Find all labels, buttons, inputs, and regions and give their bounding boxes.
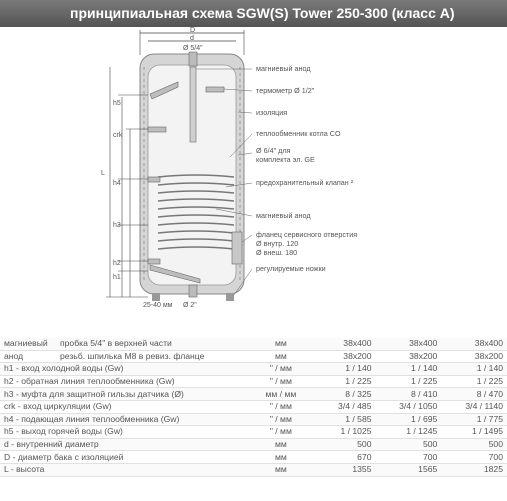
callout-service-flange: фланец сервисного отверстия [256, 230, 358, 239]
row-name: h3 - муфта для защитной гильзы датчика (Ø) [0, 388, 251, 401]
row-value: 1 / 140 [441, 363, 507, 376]
row-name: h4 - подающая линия теплообменника (Gw) [0, 413, 251, 426]
table-row [0, 338, 507, 350]
dim-L: L [101, 170, 105, 177]
table-row [0, 426, 507, 439]
thermometer [206, 87, 224, 92]
row-value: 1 / 585 [310, 413, 375, 426]
dim-d: d [190, 35, 194, 42]
row-name: D - диаметр бака с изоляцией [0, 451, 251, 464]
row-value: 3/4 / 485 [310, 400, 375, 413]
leg-left [152, 293, 160, 301]
callout-electric-kit-1: Ø 6/4" для [256, 146, 291, 155]
title-bar [0, 0, 507, 27]
dim-top-connection: Ø 5/4" [183, 45, 203, 52]
row-value: 1 / 225 [441, 375, 507, 388]
row-value: 670 [310, 451, 375, 464]
row-value: 8 / 470 [441, 388, 507, 401]
row-unit: мм [251, 463, 310, 476]
callout-flange-inner: Ø внутр. 120 [256, 239, 299, 248]
table-row [0, 463, 507, 476]
table-row [0, 350, 507, 363]
dim-D: D [190, 27, 196, 34]
table-row [0, 451, 507, 464]
diagram-title: принципиальная схема SGW(S) Tower 250-300 (класс А) [70, 5, 455, 21]
row-value: 1 / 1025 [310, 426, 375, 439]
callout-electric-kit-2: комплекта эл. GE [256, 155, 315, 164]
row-unit: " / мм [251, 375, 310, 388]
dim-h3: h3 [113, 222, 121, 229]
row-value: 1 / 225 [376, 375, 442, 388]
table-row [0, 400, 507, 413]
row-value: 38x400 [310, 338, 375, 350]
row-subname: пробка 5/4" в верхней части [60, 338, 172, 349]
row-value: 8 / 410 [376, 388, 442, 401]
row-value: 1 / 1495 [441, 426, 507, 439]
magnesium-anode-top [190, 67, 196, 142]
table-row [0, 438, 507, 451]
row-unit: мм [251, 338, 310, 350]
row-unit: мм [251, 451, 310, 464]
row-value: 8 / 325 [310, 388, 375, 401]
row-value: 1 / 695 [376, 413, 442, 426]
leg-right [226, 293, 234, 301]
row-name: анод [4, 350, 24, 361]
callout-anode-top: магниевый анод [256, 64, 311, 73]
row-unit: мм / мм [251, 388, 310, 401]
row-unit: мм [251, 438, 310, 451]
specs-table [0, 338, 507, 477]
dim-crk: crk [113, 132, 123, 139]
row-value: 1355 [310, 463, 375, 476]
callout-anode-flange: магниевый анод [256, 211, 311, 220]
dim-h5: h5 [113, 100, 121, 107]
row-value: 1 / 775 [441, 413, 507, 426]
table-row [0, 413, 507, 426]
dim-h1: h1 [113, 274, 121, 281]
row-unit: мм [251, 350, 310, 363]
row-name: L - высота [0, 463, 251, 476]
dim-h2: h2 [113, 260, 121, 267]
row-value: 38x400 [376, 338, 442, 350]
callout-heat-exchanger: теплообменник котла CO [256, 129, 341, 138]
row-value: 38x200 [376, 350, 442, 363]
row-name: магниевый [4, 338, 48, 349]
row-value: 38x200 [310, 350, 375, 363]
service-flange [232, 232, 242, 264]
row-name: crk - вход циркуляции (Gw) [0, 400, 251, 413]
row-value: 38x400 [441, 338, 507, 350]
row-value: 700 [441, 451, 507, 464]
coil-return-pipe [148, 259, 160, 264]
row-name: h2 - обратная линия теплообменника (Gw) [0, 375, 251, 388]
coil-supply-pipe [148, 177, 160, 182]
row-name: h5 - выход горячей воды (Gw) [0, 426, 251, 439]
dim-h4: h4 [113, 180, 121, 187]
circulation-pipe [148, 127, 166, 132]
row-value: 1 / 225 [310, 375, 375, 388]
callout-thermometer: термометр Ø 1/2" [256, 86, 315, 95]
callout-insulation: изоляция [256, 108, 288, 117]
callout-flange-outer: Ø внеш. 180 [256, 248, 298, 257]
row-subname: резьб. шпилька M8 в ревиз. фланце [60, 350, 205, 361]
table-row [0, 388, 507, 401]
dim-leg-height: 25-40 мм [143, 302, 173, 309]
row-value: 1 / 140 [376, 363, 442, 376]
row-value: 1 / 1245 [376, 426, 442, 439]
row-unit: " / мм [251, 363, 310, 376]
row-unit: " / мм [251, 426, 310, 439]
row-value: 3/4 / 1050 [376, 400, 442, 413]
row-value: 500 [310, 438, 375, 451]
row-value: 700 [376, 451, 442, 464]
row-value: 500 [376, 438, 442, 451]
row-value: 3/4 / 1140 [441, 400, 507, 413]
row-value: 1565 [376, 463, 442, 476]
row-unit: " / мм [251, 413, 310, 426]
row-value: 500 [441, 438, 507, 451]
tank-schematic [0, 27, 507, 332]
row-value: 1 / 140 [310, 363, 375, 376]
table-row [0, 363, 507, 376]
dim-bottom-connection: Ø 2" [183, 302, 197, 309]
row-name: h1 - вход холодной воды (Gw) [0, 363, 251, 376]
row-value: 1825 [441, 463, 507, 476]
top-connection [189, 52, 197, 66]
bottom-connection [189, 285, 197, 297]
row-unit: " / мм [251, 400, 310, 413]
row-name: d - внутренний диаметр [0, 438, 251, 451]
table-row [0, 375, 507, 388]
callout-adjustable-legs: регулируемые ножки [256, 264, 326, 273]
row-value: 38x200 [441, 350, 507, 363]
callout-safety-valve: предохранительный клапан ² [256, 178, 354, 187]
